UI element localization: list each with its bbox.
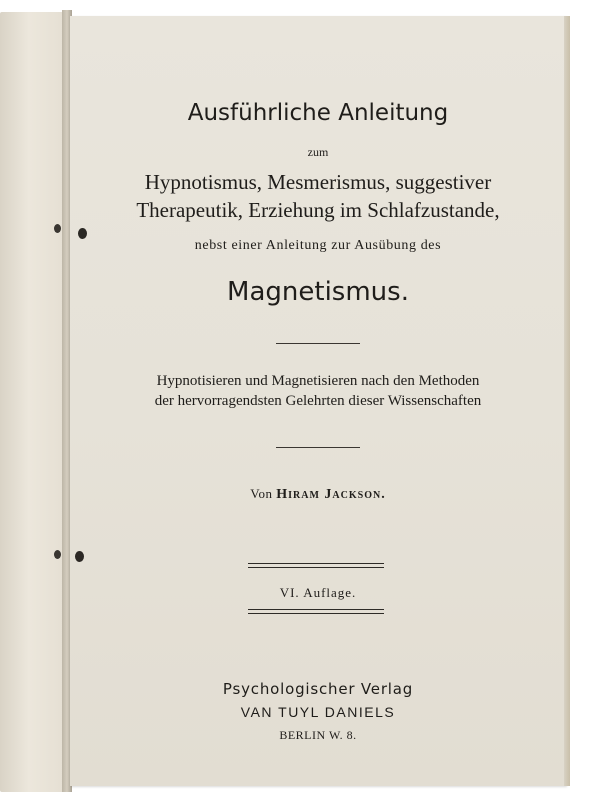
punch-hole-lower [75,551,84,562]
subtitle-line-1: Hypnotisieren und Magnetisieren nach den Methoden [156,373,480,389]
punch-hole-left-upper [54,224,61,233]
title-connector: zum [307,145,329,159]
topics-addendum: nebst einer Anleitung zur Ausübung des [194,238,442,253]
author-prefix: Von [250,486,273,501]
publisher-owner: VAN TUYL DANIELS [240,704,396,720]
edition-rule-bottom [248,609,384,614]
book-title: Ausführliche Anleitung [187,100,449,126]
topics-line-2: Therapeutik, Erziehung im Schlafzustande, [136,198,500,222]
author-line [70,486,566,503]
topics-line-1: Hypnotismus, Mesmerismus, suggestiver [144,170,492,194]
title-page [70,16,566,786]
punch-hole-left-lower [54,550,61,559]
edition: VI. Auflage. [279,585,357,600]
publisher-location: BERLIN W. 8. [279,728,357,742]
author-name: Hiram Jackson. [276,487,386,502]
subtitle-line-2: der hervorragendsten Gelehrten dieser Wissenschaften [154,393,482,409]
publisher-name: Psychologischer Verlag [222,680,414,698]
divider-rule-2 [276,447,360,448]
divider-rule-1 [276,343,360,344]
edition-rule-top [248,563,384,568]
main-subject: Magnetismus. [227,277,409,307]
